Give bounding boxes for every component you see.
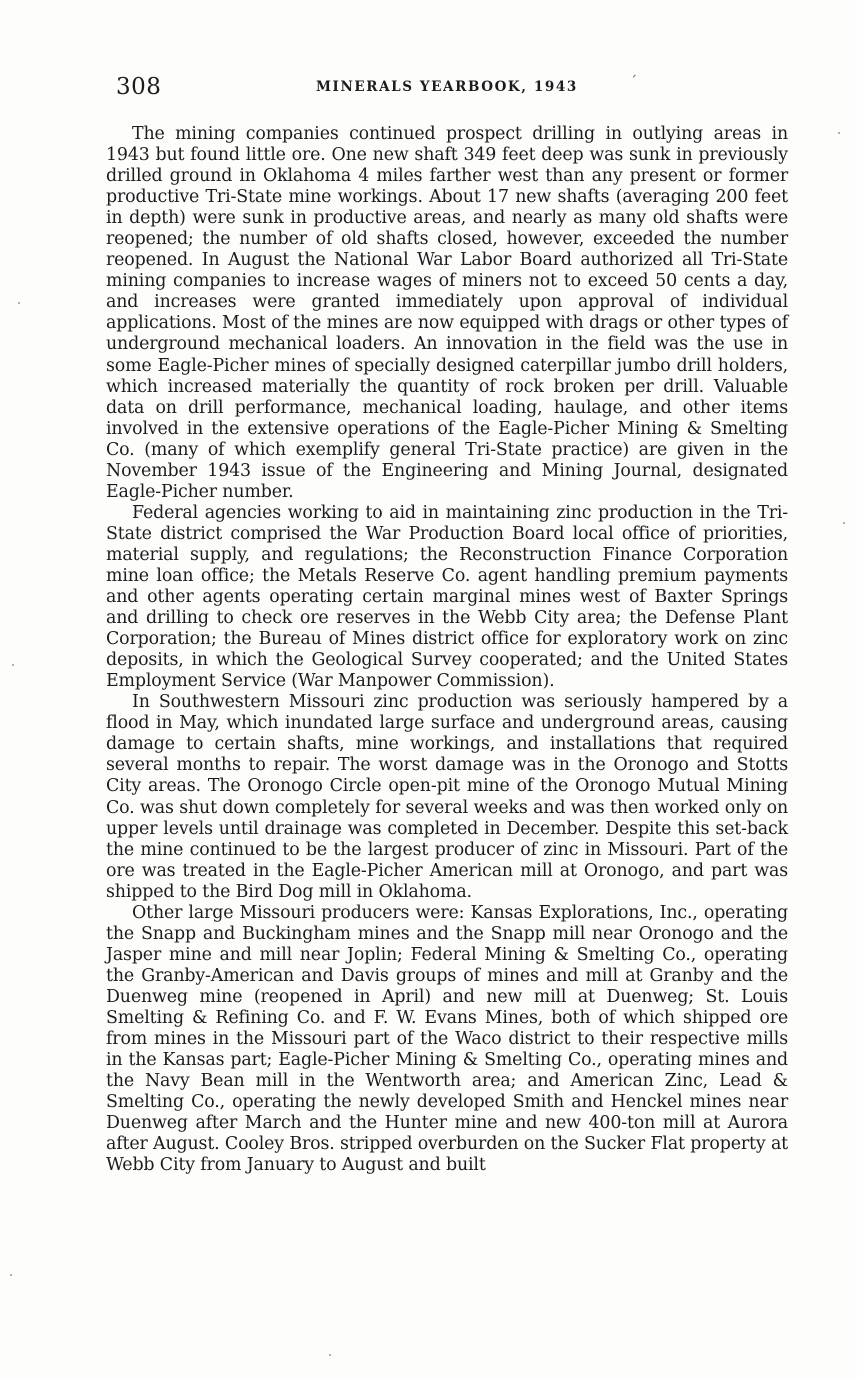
- body-text: [106, 124, 788, 1176]
- paragraph-missouri-flood: In Southwestern Missouri zinc production was seriously hampered by a flood in May, which inundated large surface and underground areas, causing damage to certain shafts, mine workings, and installations that required several months to repair. The worst damage was in the Oronogo and Stotts City areas. The Oronogo Circle open-pit mine of the Oronogo Mutual Mining Co. was shut down completely for several weeks and was then worked only on upper levels until drainage was completed in December. Despite this set-back the mine continued to be the largest producer of zinc in Missouri. Part of the ore was treated in the Eagle-Picher American mill at Oronogo, and part was shipped to the Bird Dog mill in Oklahoma.: [106, 692, 788, 902]
- scan-speck: [18, 302, 20, 304]
- paragraph-missouri-producers: Other large Missouri producers were: Kansas Explorations, Inc., operating the Snapp and Buckingham mines and the Snapp mill near Oronogo and the Jasper mine and mill near Joplin; Federal Mining & Smelting Co., operating the Granby-American and Davis groups of mines and mill at Granby and the Duenweg mine (reopened in April) and new mill at Duenweg; St. Louis Smelting & Refining Co. and F. W. Evans Mines, both of which shipped ore from mines in the Missouri part of the Waco district to their respective mills in the Kansas part; Eagle-Picher Mining & Smelting Co., operating mines and the Navy Bean mill in the Wentworth area; and American Zinc, Lead & Smelting Co., operating the newly developed Smith and Henckel mines near Duenweg after March and the Hunter mine and new 400-ton mill at Aurora after August. Cooley Bros. stripped overburden on the Sucker Flat property at Webb City from January to August and built: [106, 902, 788, 1176]
- scan-speck: [10, 1274, 12, 1276]
- page-header: [116, 74, 788, 100]
- page-number: 308: [116, 74, 162, 100]
- scan-speck: [329, 1354, 331, 1356]
- paragraph-federal-agencies: Federal agencies working to aid in maintaining zinc production in the Tri-State district comprised the War Production Board local office of priorities, material supply, and regulations; the Reconstruction Finance Corporation mine loan office; the Metals Reserve Co. agent handling premium payments and other agents operating certain marginal mines west of Baxter Springs and drilling to check ore reserves in the Webb City area; the Defense Plant Corporation; the Bureau of Mines district office for exploratory work on zinc deposits, in which the Geological Survey cooperated; and the United States Employment Service (War Manpower Commission).: [106, 502, 788, 692]
- scan-speck: [838, 132, 840, 134]
- stray-mark: ´: [630, 74, 637, 90]
- running-head: MINERALS YEARBOOK, 1943: [316, 79, 578, 95]
- scan-speck: [12, 664, 14, 666]
- paragraph-prospect-drilling: The mining companies continued prospect drilling in outlying areas in 1943 but found little ore. One new shaft 349 feet deep was sunk in previously drilled ground in Oklahoma 4 miles farther west than any present or former productive Tri-State mine workings. About 17 new shafts (averaging 200 feet in depth) were sunk in productive areas, and nearly as many old shafts were reopened; the number of old shafts closed, however, exceeded the number reopened. In August the National War Labor Board authorized all Tri-State mining companies to increase wages of miners not to exceed 50 cents a day, and increases were granted immediately upon approval of individual applications. Most of the mines are now equipped with drags or other types of underground mechanical loaders. An innovation in the field was the use in some Eagle-Picher mines of specially designed caterpillar jumbo drill holders, which increased materially the quantity of rock broken per drill. Valuable data on drill performance, mechanical loading, haulage, and other items involved in the extensive operations of the Eagle-Picher Mining & Smelting Co. (many of which exemplify general Tri-State practice) are given in the November 1943 issue of the Engineering and Mining Journal, designated Eagle-Picher number.: [106, 124, 788, 502]
- scan-speck: [843, 522, 845, 524]
